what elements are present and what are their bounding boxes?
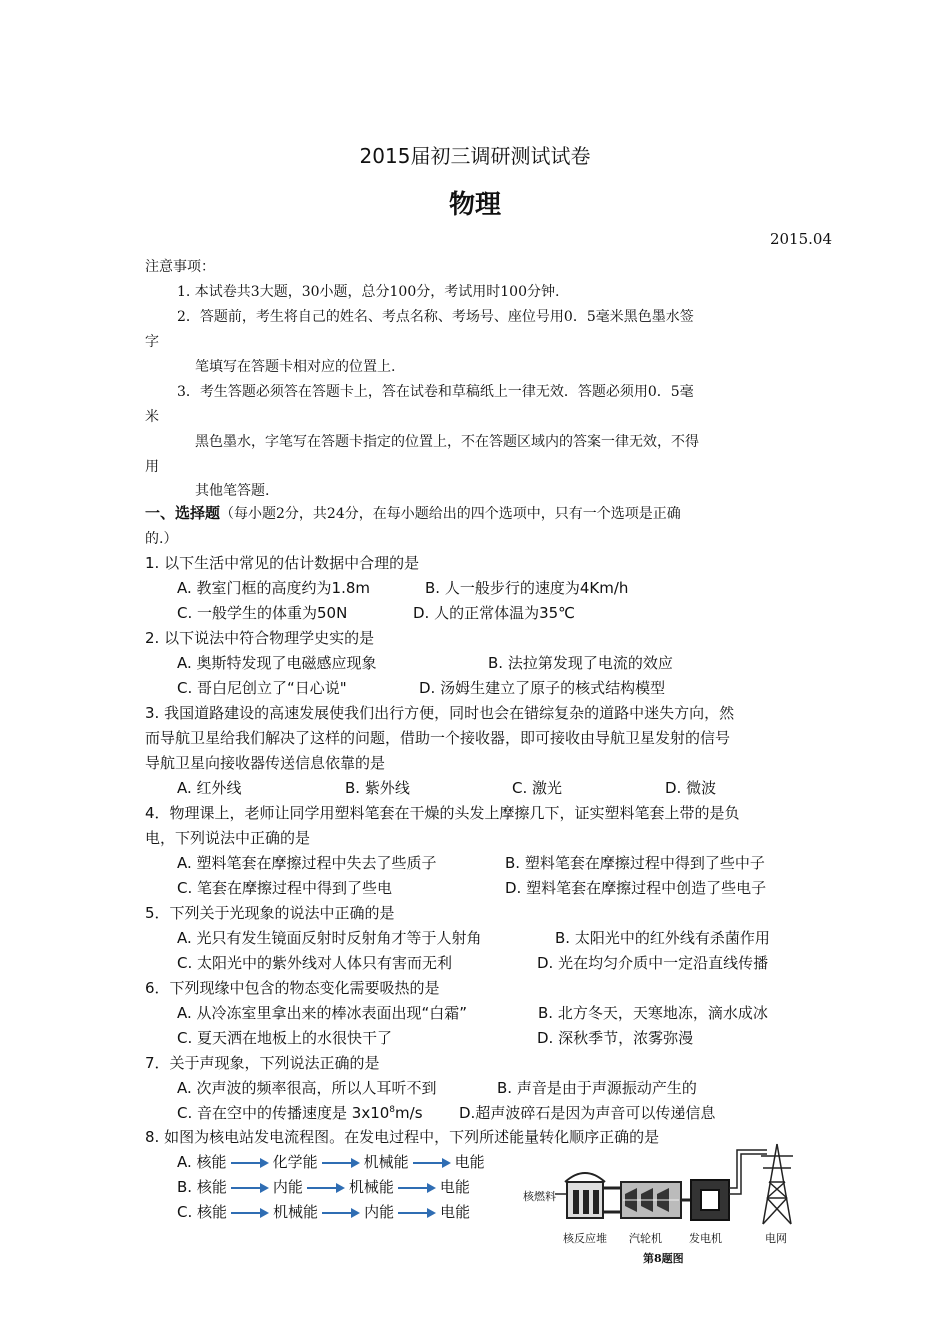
q6-option-d: D. 深秋季节，浓雾弥漫 [537, 1029, 694, 1047]
q6-stem: 6．下列现缘中包含的物态变化需要吸热的是 [145, 979, 440, 997]
notice-line: 用 [145, 459, 159, 475]
power-tower-icon [761, 1144, 793, 1224]
q1-option-d: D. 人的正常体温为35℃ [413, 604, 576, 622]
q2-option-a: A. 奥斯特发现了电磁感应现象 [177, 654, 377, 672]
q4-option-d: D. 塑料笔套在摩擦过程中创造了些电子 [505, 879, 767, 897]
energy-step: 化学能 [272, 1153, 318, 1171]
q3-stem: 导航卫星向接收器传送信息依靠的是 [145, 754, 386, 772]
q4-stem: 4．物理课上，老师让同学用塑料笔套在干燥的头发上摩擦几下，证实塑料笔套上带的是负 [145, 804, 740, 822]
q8-option-a [177, 1151, 485, 1172]
energy-step: 核能 [197, 1203, 228, 1221]
q5-option-b: B. 太阳光中的红外线有杀菌作用 [555, 929, 770, 947]
q7-option-d: D.超声波碎石是因为声音可以传递信息 [459, 1104, 716, 1122]
q5-option-a: A. 光只有发生镜面反射时反射角才等于人射角 [177, 929, 482, 947]
energy-step: 电能 [454, 1153, 485, 1171]
energy-step: 核能 [196, 1178, 227, 1196]
energy-step: 机械能 [273, 1203, 319, 1221]
q8-stem: 8. 如图为核电站发电流程图。在发电过程中，下列所述能量转化顺序正确的是 [145, 1128, 660, 1146]
q7-option-a: A. 次声波的频率很高，所以人耳听不到 [177, 1079, 437, 1097]
arrow-right-icon [398, 1183, 436, 1193]
q5-option-c: C. 太阳光中的紫外线对人体只有害而无利 [177, 954, 453, 972]
q1-option-c: C. 一般学生的体重为50N [177, 604, 348, 622]
section-description-cont: 的.） [145, 531, 178, 547]
q3-option-d: D. 微波 [665, 779, 717, 797]
q8-option-c [177, 1201, 470, 1222]
notice-line: 3．考生答题必须答在答题卡上，答在试卷和草稿纸上一律无效．答题必须用0．5毫 [177, 384, 694, 400]
q4-option-b: B. 塑料笔套在摩擦过程中得到了些中子 [505, 854, 765, 872]
q5-stem: 5．下列关于光现象的说法中正确的是 [145, 904, 395, 922]
arrow-right-icon [322, 1158, 360, 1168]
q1-option-b: B. 人一般步行的速度为4Km/h [425, 579, 629, 597]
arrow-right-icon [231, 1183, 269, 1193]
arrow-right-icon [398, 1208, 436, 1218]
q3-option-b: B. 紫外线 [345, 779, 410, 797]
notice-line: 2．答题前，考生将自己的姓名、考点名称、考场号、座位号用0．5毫米黑色墨水签 [177, 309, 694, 325]
q4-stem: 电，下列说法中正确的是 [145, 829, 311, 847]
energy-step: 核能 [196, 1153, 227, 1171]
q7-option-c-exponent: 8 [389, 1105, 396, 1115]
reactor-icon [555, 1173, 605, 1218]
generator-icon [691, 1180, 729, 1220]
q1-stem: 1. 以下生活中常见的估计数据中合理的是 [145, 554, 420, 572]
q3-option-a: A. 红外线 [177, 779, 242, 797]
arrow-right-icon [307, 1183, 345, 1193]
energy-step: 机械能 [348, 1178, 394, 1196]
option-letter: B. [177, 1178, 193, 1196]
q4-option-a: A. 塑料笔套在摩擦过程中失去了些质子 [177, 854, 437, 872]
q1-option-a: A. 教室门框的高度约为1.8m [177, 579, 371, 597]
arrow-right-icon [231, 1208, 269, 1218]
notice-line: 其他笔答题. [195, 483, 270, 499]
generator-label: 发电机 [689, 1232, 722, 1245]
exam-date: 2015.04 [769, 230, 832, 248]
energy-step: 电能 [439, 1178, 470, 1196]
option-letter: A. [177, 1153, 192, 1171]
reactor-label: 核反应堆 [563, 1232, 607, 1245]
arrow-right-icon [322, 1208, 360, 1218]
q6-option-b: B. 北方冬天，天寒地冻，滴水成冰 [538, 1004, 768, 1022]
q2-stem: 2. 以下说法中符合物理学史实的是 [145, 629, 375, 647]
q2-option-c: C. 哥白尼创立了“日心说" [177, 679, 347, 697]
q8-option-b [177, 1176, 470, 1197]
notice-heading: 注意事项： [145, 259, 215, 275]
q7-stem: 7．关于声现象，下列说法正确的是 [145, 1054, 380, 1072]
notice-line: 黑色墨水，字笔写在答题卡指定的位置上，不在答题区域内的答案一律无效，不得 [195, 434, 699, 450]
exam-title: 2015届初三调研测试试卷 [359, 144, 591, 168]
option-letter: C. [177, 1203, 193, 1221]
section-heading [145, 502, 681, 523]
energy-step: 机械能 [363, 1153, 409, 1171]
arrow-right-icon [231, 1158, 269, 1168]
q2-option-d: D. 汤姆生建立了原子的核式结构模型 [419, 679, 666, 697]
q5-option-d: D. 光在均匀介质中一定沿直线传播 [537, 954, 769, 972]
nuclear-plant-diagram [521, 1142, 807, 1268]
q2-option-b: B. 法拉第发现了电流的效应 [488, 654, 673, 672]
q3-option-c: C. 激光 [512, 779, 563, 797]
notice-line: 1. 本试卷共3大题，30小题，总分100分，考试用时100分钟. [177, 284, 560, 300]
energy-step: 内能 [364, 1203, 395, 1221]
turbine-icon [621, 1182, 681, 1218]
notice-line: 米 [145, 409, 159, 425]
q7-option-c-text: C. 音在空中的传播速度是 3x10 [177, 1104, 390, 1122]
section-description: （每小题2分，共24分，在每小题给出的四个选项中，只有一个选项是正确 [220, 506, 681, 522]
notice-line: 笔填写在答题卡相对应的位置上. [195, 359, 396, 375]
figure-caption: 第8题图 [643, 1252, 684, 1265]
arrow-right-icon [413, 1158, 451, 1168]
q6-option-c: C. 夏天洒在地板上的水很快干了 [177, 1029, 393, 1047]
fuel-label: 核燃料 [523, 1190, 556, 1203]
q3-stem: 而导航卫星给我们解决了这样的问题，借助一个接收器，即可接收由导航卫星发射的信号 [145, 729, 731, 747]
section-title: 一、选择题 [145, 504, 221, 522]
q7-option-b: B. 声音是由于声源振动产生的 [497, 1079, 697, 1097]
notice-line: 字 [145, 334, 159, 350]
energy-step: 内能 [272, 1178, 303, 1196]
q7-option-c [177, 1102, 423, 1123]
q6-option-a: A. 从冷冻室里拿出来的棒冰表面出现“白霜” [177, 1004, 468, 1022]
subject-title: 物理 [448, 190, 501, 220]
turbine-label: 汽轮机 [629, 1232, 662, 1245]
energy-step: 电能 [440, 1203, 471, 1221]
grid-label: 电网 [765, 1232, 787, 1245]
q7-option-c-unit: m/s [395, 1104, 423, 1122]
q4-option-c: C. 笔套在摩擦过程中得到了些电 [177, 879, 393, 897]
q3-stem: 3. 我国道路建设的高速发展使我们出行方便，同时也会在错综复杂的道路中迷失方向，然 [145, 704, 735, 722]
